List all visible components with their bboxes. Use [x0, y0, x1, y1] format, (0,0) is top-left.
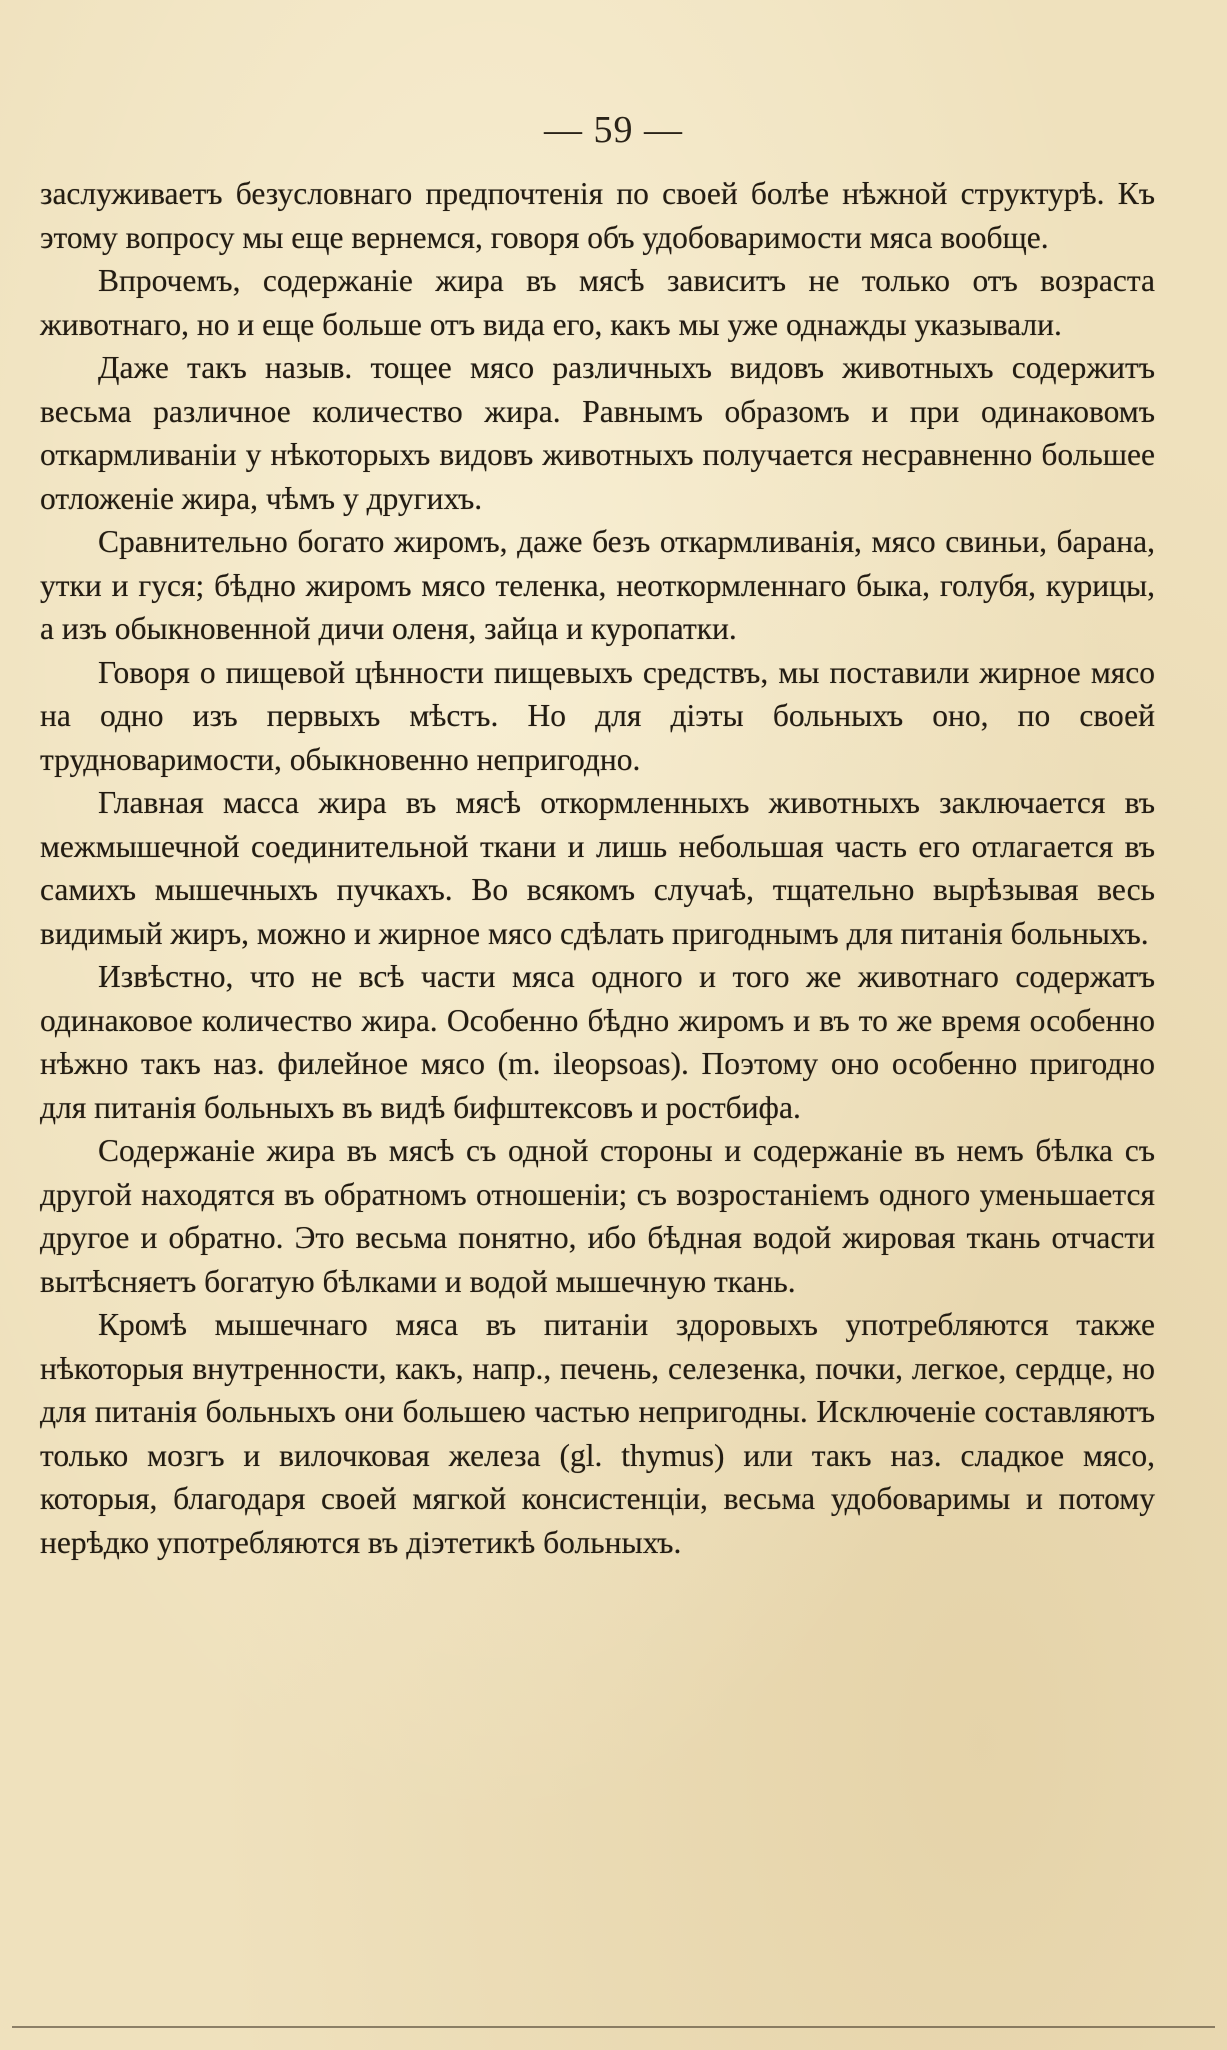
paragraph: Содержаніе жира въ мясѣ съ одной стороны и содержаніе въ немъ бѣлка съ другой находятся въ обратномъ отношеніи; съ возростаніемъ одного уменьшается другое и обратно. Это весьма понятно, ибо бѣдная водой жировая ткань отчасти вытѣсняетъ богатую бѣлками и водой мышечную ткань. — [40, 1133, 1155, 1299]
page-bottom-rule — [12, 2026, 1215, 2028]
paragraph: Даже такъ назыв. тощее мясо различныхъ видовъ животныхъ содержитъ весьма различное количество жира. Равнымъ образомъ и при одинаковомъ откармливаніи у нѣкоторыхъ видовъ животныхъ получается несравненно большее отложеніе жира, чѣмъ у другихъ. — [40, 350, 1155, 516]
paragraph: Главная масса жира въ мясѣ откормленныхъ животныхъ заключается въ межмышечной соединительной ткани и лишь небольшая часть его отлагается въ самихъ мышечныхъ пучкахъ. Во всякомъ случаѣ, тщательно вырѣзывая весь видимый жиръ, можно и жирное мясо сдѣлать пригоднымъ для питанія больныхъ. — [40, 785, 1155, 951]
page-number: — 59 — — [544, 109, 683, 151]
paragraph: Кромѣ мышечнаго мяса въ питаніи здоровыхъ употребляются также нѣкоторыя внутренности, какъ, напр., печень, селезенка, почки, легкое, сердце, но для питанія больныхъ они большею частью непригодны. Исключеніе составляютъ только мозгъ и вилочковая железа (gl. thymus) или такъ наз. сладкое мясо, которыя, благодаря своей мягкой консистенціи, весьма удобоваримы и потому нерѣдко употребляются въ діэтетикѣ больныхъ. — [40, 1307, 1155, 1560]
paragraph: Извѣстно, что не всѣ части мяса одного и того же животнаго содержатъ одинаковое количество жира. Особенно бѣдно жиромъ и въ то же время особенно нѣжно такъ наз. филейное мясо (m. ileopsoas). Поэтому оно особенно пригодно для питанія больныхъ въ видѣ бифштексовъ и ростбифа. — [40, 959, 1155, 1125]
paragraph: Говоря о пищевой цѣнности пищевыхъ средствъ, мы поставили жирное мясо на одно изъ первыхъ мѣстъ. Но для діэты больныхъ оно, по своей трудноваримости, обыкновенно непригодно. — [40, 654, 1155, 777]
paragraph: Сравнительно богато жиромъ, даже безъ откармливанія, мясо свиньи, барана, утки и гуся; бѣдно жиромъ мясо теленка, неоткормленнаго быка, голубя, курицы, а изъ обыкновенной дичи оленя, зайца и куропатки. — [40, 524, 1155, 646]
paragraph: Впрочемъ, содержаніе жира въ мясѣ зависитъ не только отъ возраста животнаго, но и еще больше отъ вида его, какъ мы уже однажды указывали. — [40, 263, 1155, 342]
body-text — [40, 172, 1155, 1564]
paragraph: заслуживаетъ безусловнаго предпочтенія по своей болѣе нѣжной структурѣ. Къ этому вопросу мы еще вернемся, говоря объ удобоваримости мяса вообще. — [40, 176, 1155, 255]
